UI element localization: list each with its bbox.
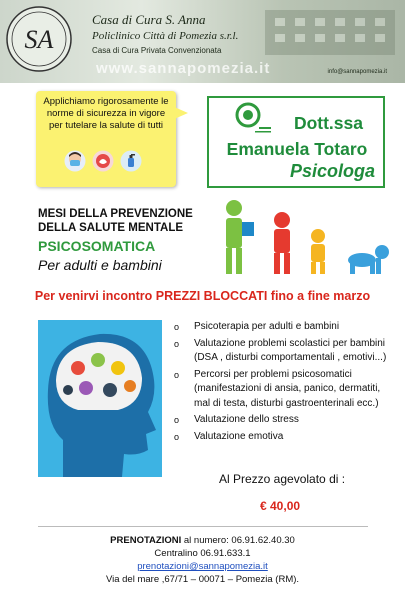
safety-note-tail — [172, 106, 188, 120]
campaign-line-1: MESI DELLA PREVENZIONE — [38, 208, 193, 220]
service-item — [174, 430, 394, 445]
children-growth-illustration — [212, 196, 397, 276]
booking-email-link[interactable]: prenotazioni@sannapomezia.it — [137, 561, 268, 572]
clinic-logo-icon — [4, 4, 74, 74]
price-label: Al Prezzo agevolato di : — [219, 472, 346, 486]
campaign-audience: Per adulti e bambini — [38, 257, 162, 273]
campaign-line-2: DELLA SALUTE MENTALE — [38, 222, 184, 234]
price-lock-banner: Per venirvi incontro PREZZI BLOCCATI fino a fine marzo — [34, 289, 371, 303]
service-text: Percorsi per problemi psicosomatici (manifestazioni di ansia, panico, dermatiti, mal di testa, disturbi gastroenterinali ecc.) — [194, 368, 381, 409]
doctor-card — [207, 96, 385, 188]
bullet-icon: o — [174, 431, 180, 442]
campaign-heading — [38, 207, 193, 235]
bullet-icon: o — [174, 415, 180, 425]
bullet-icon: o — [174, 369, 180, 380]
switchboard-line: Centralino 06.91.633.1 — [154, 548, 251, 559]
booking-number: al numero: 06.91.62.40.30 — [181, 535, 295, 546]
booking-label: PRENOTAZIONI — [110, 535, 182, 546]
footer-divider — [38, 526, 368, 527]
bullet-icon: o — [174, 338, 180, 349]
clinic-header — [0, 0, 405, 83]
doctor-name: Emanuela Totaro — [226, 139, 368, 159]
service-item — [174, 337, 394, 366]
website-watermark: www.sannapomezia.it — [96, 60, 271, 77]
address-line: Via del mare ,67/71 – 00071 – Pomezia (RM). — [105, 574, 300, 585]
service-text: Psicoterapia per adulti e bambini — [194, 321, 340, 332]
clinic-convention: Casa di Cura Privata Convenzionata — [92, 46, 222, 55]
booking-line — [0, 534, 405, 547]
doctor-title: Dott.ssa — [293, 113, 363, 133]
campaign-topic: PSICOSOMATICA — [38, 238, 156, 254]
mask-icon — [64, 150, 86, 172]
service-item — [174, 320, 394, 335]
price-value: € 40,00 — [260, 499, 301, 513]
header-email: info@sannapomezia.it — [327, 69, 387, 75]
service-text: Valutazione problemi scolastici per bambini (DSA , disturbi comportamentali , emotivi...) — [194, 337, 387, 363]
contacts-footer — [0, 534, 405, 586]
bullet-icon: o — [174, 322, 180, 332]
service-text: Valutazione emotiva — [194, 430, 284, 442]
doctor-role: Psicologa — [289, 161, 375, 181]
hand-washing-icon — [92, 150, 114, 172]
brain-head-illustration — [38, 320, 162, 477]
sanitizer-icon — [120, 150, 142, 172]
psychology-order-logo-icon — [233, 101, 273, 137]
clinic-building-image — [255, 0, 405, 62]
safety-icons — [64, 150, 142, 172]
safety-note-text: Applichiamo rigorosamente le norme di sicurezza in vigore per tutelare la salute di tutti — [43, 96, 169, 131]
clinic-subtitle: Policlinico Città di Pomezia s.r.l. — [92, 30, 239, 42]
service-text: Valutazione dello stress — [194, 414, 299, 425]
safety-note — [36, 91, 176, 187]
service-item — [174, 368, 394, 412]
clinic-name: Casa di Cura S. Anna — [92, 12, 206, 27]
service-item — [174, 413, 394, 428]
services-list — [174, 320, 394, 446]
svg-text:SA: SA — [24, 25, 54, 54]
